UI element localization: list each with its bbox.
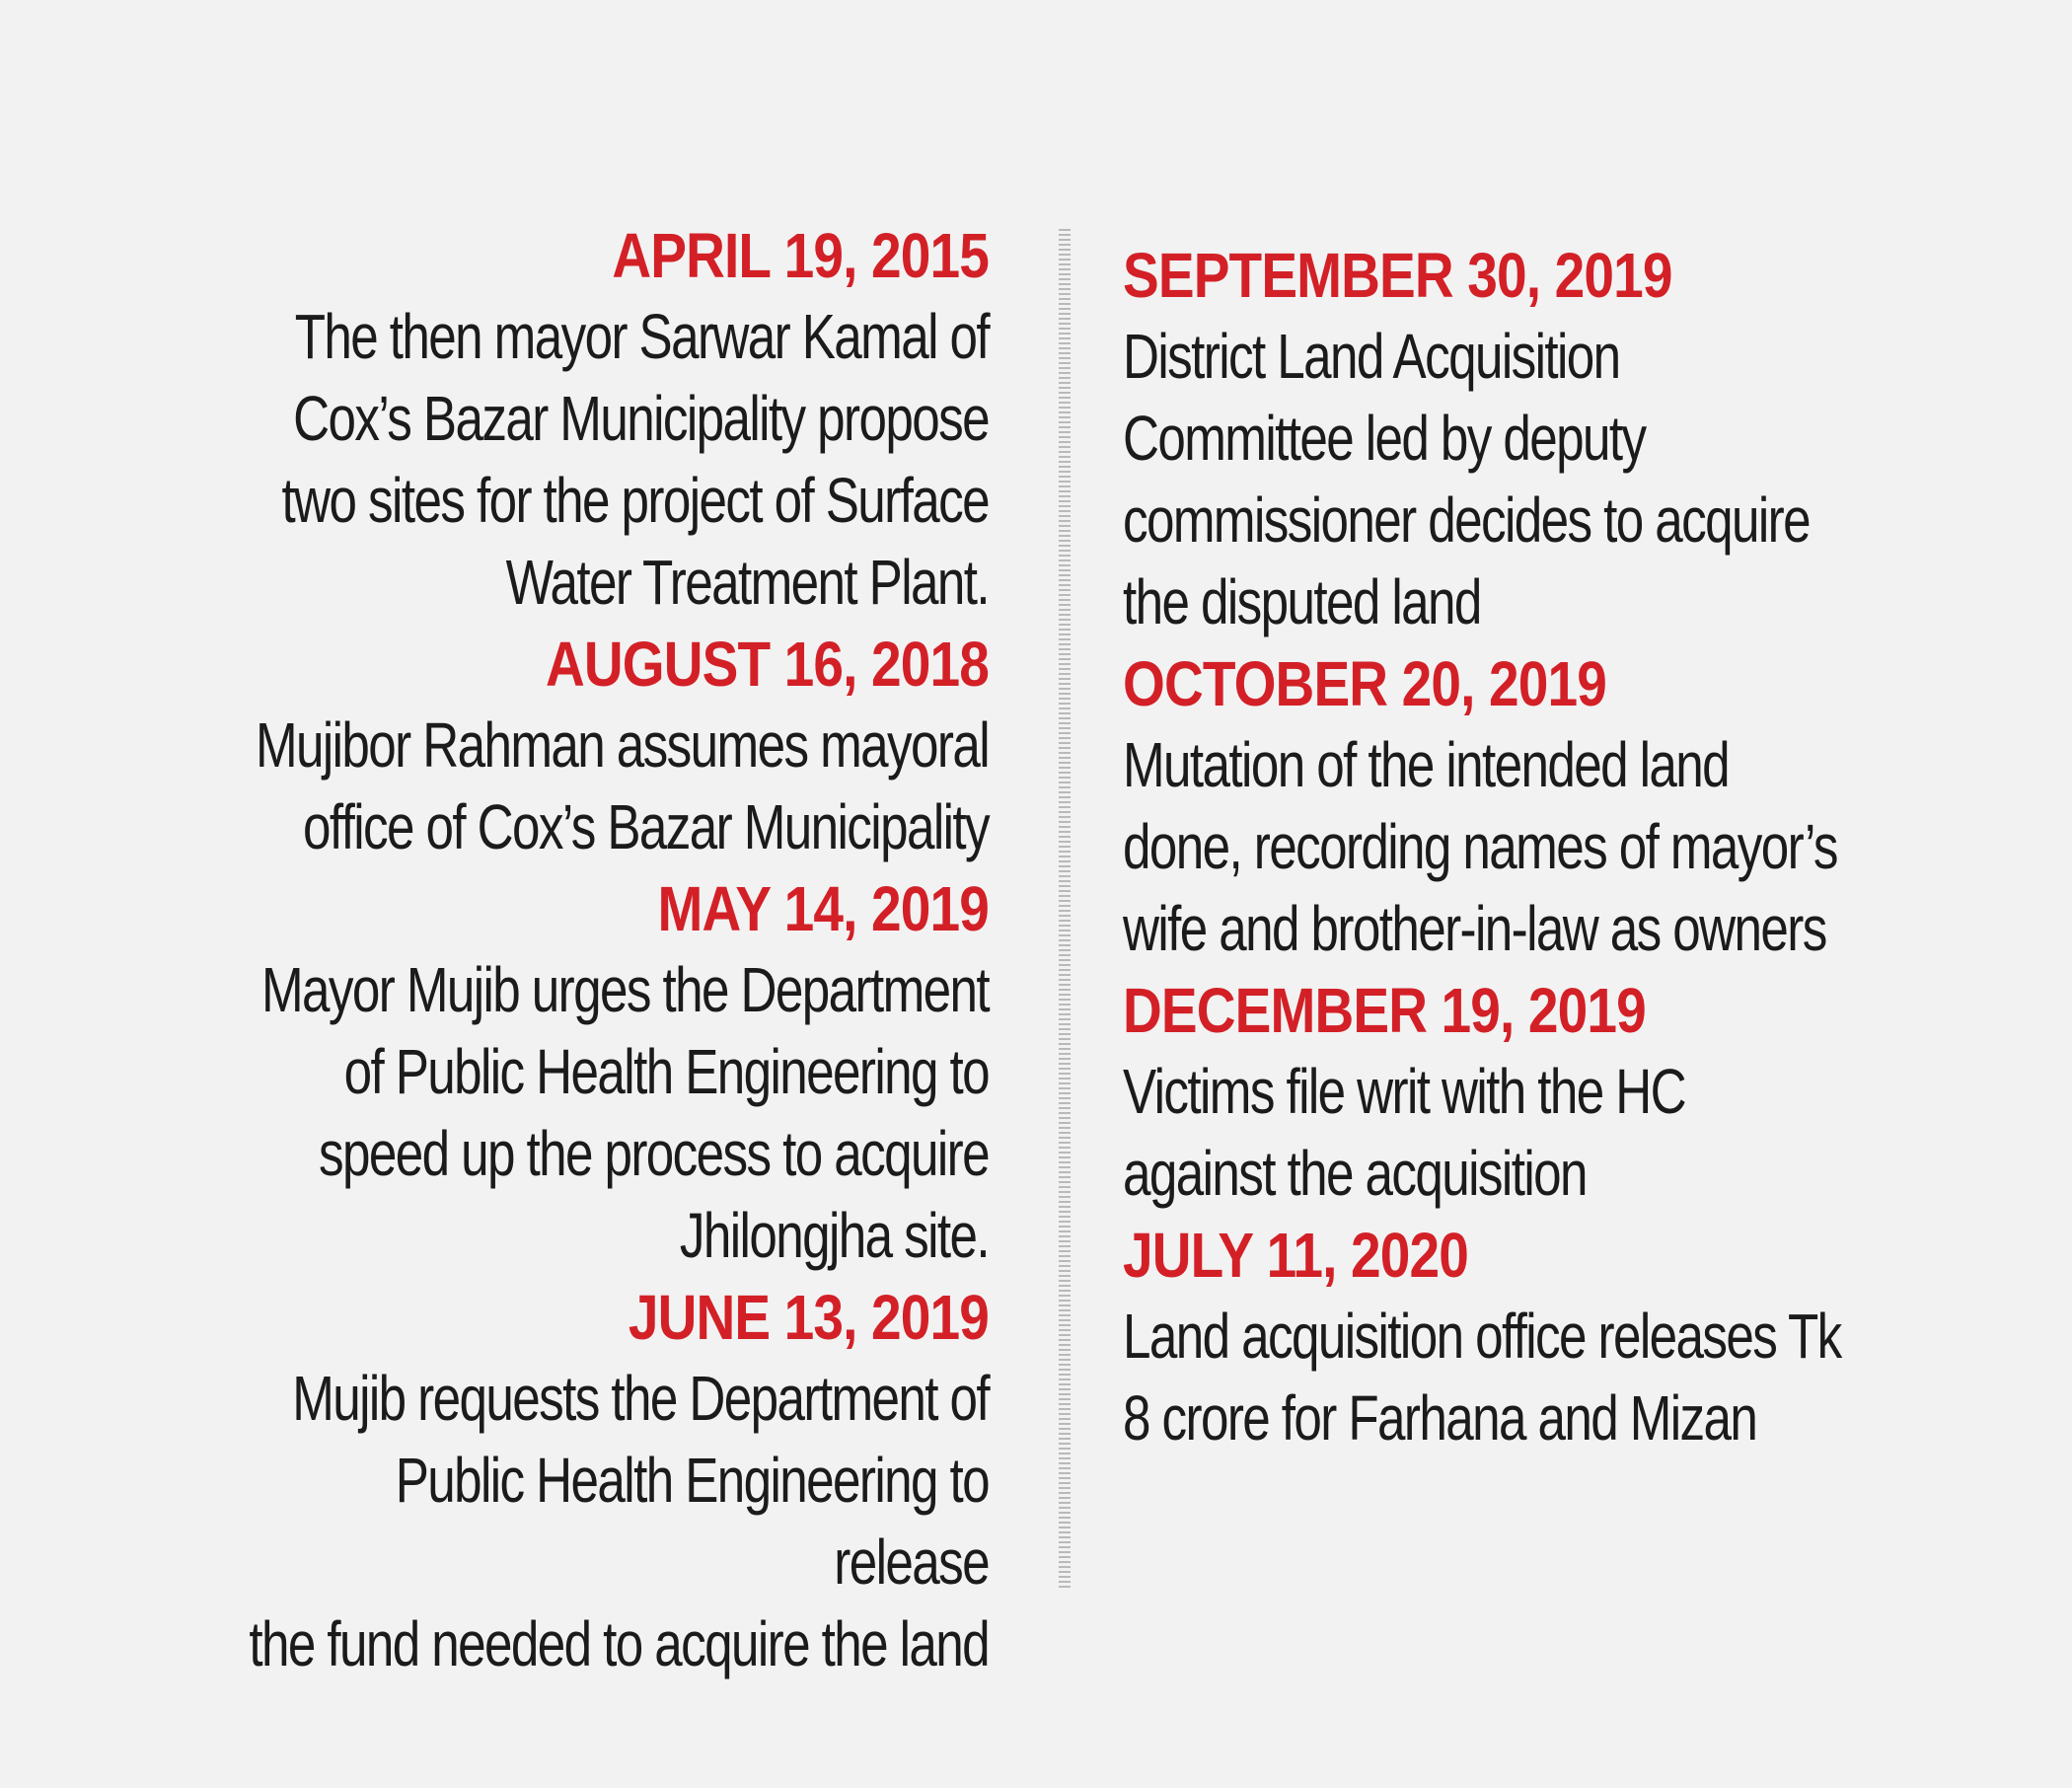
timeline-left-column (59, 215, 989, 1685)
timeline-event (1123, 970, 2050, 1215)
timeline-event (1123, 643, 2050, 970)
event-date: JULY 11, 2020 (1123, 1220, 1468, 1291)
event-date: OCTOBER 20, 2019 (1123, 648, 1606, 719)
event-date: APRIL 19, 2015 (612, 220, 989, 291)
timeline-event (59, 624, 989, 868)
event-description: Mayor Mujib urges the Department of Public Health Engineering to speed up the process to acquire Jhilongjha site. (260, 954, 989, 1271)
event-description: Mujib requests the Department of Public Health Engineering to release the fund needed to acquire the land (249, 1363, 989, 1679)
event-date: AUGUST 16, 2018 (545, 629, 989, 700)
timeline-event (59, 868, 989, 1277)
timeline-divider (1059, 229, 1071, 1589)
event-description: Land acquisition office releases Tk 8 crore for Farhana and Mizan (1123, 1301, 1841, 1453)
event-date: MAY 14, 2019 (657, 873, 989, 944)
event-description: Mujibor Rahman assumes mayoral office of Cox’s Bazar Municipality (255, 709, 989, 862)
event-description: District Land Acquisition Committee led by deputy commissioner decides to acquire the disputed land (1123, 321, 1810, 637)
timeline-event (1123, 1215, 2050, 1459)
timeline-event (59, 1277, 989, 1685)
event-date: SEPTEMBER 30, 2019 (1123, 240, 1672, 311)
event-description: Victims file writ with the HC against the acquisition (1123, 1056, 1686, 1209)
event-description: The then mayor Sarwar Kamal of Cox’s Bazar Municipality propose two sites for the project of Surface Water Treatment Plant. (281, 301, 989, 618)
event-description: Mutation of the intended land done, recording names of mayor’s wife and brother-in-law as owners (1123, 729, 1837, 964)
timeline-event (1123, 235, 2050, 643)
timeline-right-column (1123, 235, 2050, 1459)
event-date: DECEMBER 19, 2019 (1123, 975, 1646, 1046)
timeline-event (59, 215, 989, 624)
event-date: JUNE 13, 2019 (628, 1282, 989, 1353)
